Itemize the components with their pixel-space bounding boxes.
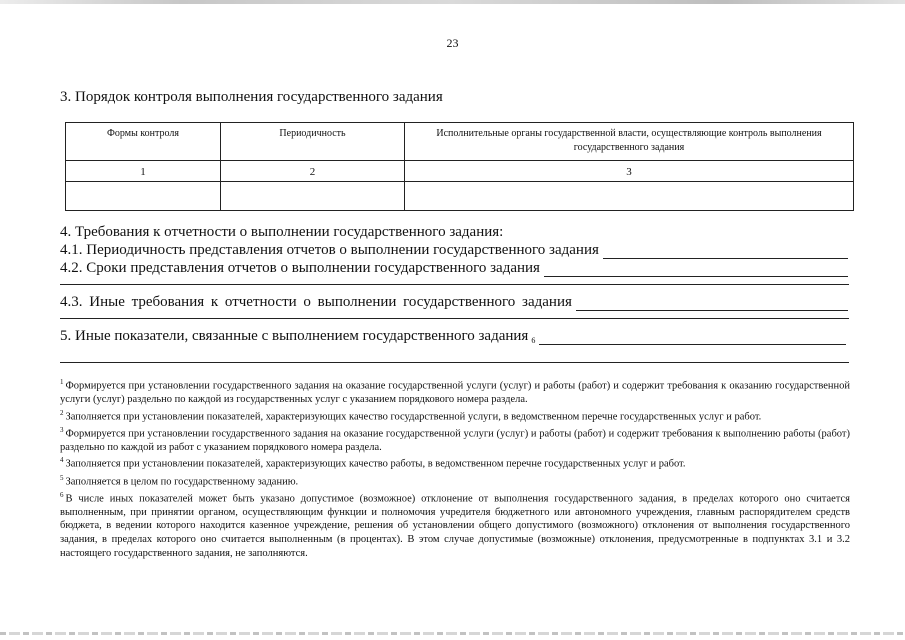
header-control-forms: Формы контроля <box>66 123 221 161</box>
footnote: $^3$ Формируется при установлении государственного задания на оказание государственной услуги (услуг) и работы (работ) и содержит требования к выполнению работы (работ) раздельно по каждой из работ с указанием порядкового номера раздела. <box>60 425 850 453</box>
control-table <box>65 122 854 211</box>
header-periodicity: Периодичность <box>221 123 405 161</box>
item-4-3-label: 4.3. Иные требования к отчетности о выполнении государственного задания <box>60 294 572 310</box>
column-number-1: 1 <box>66 161 221 182</box>
section-5-extra-line <box>60 362 849 363</box>
footnote: $^6$ В числе иных показателей может быть указано допустимое (возможное) отклонение от выполнения государственного задания, в пределах которого оно считается выполненным, при принятии органом, осуществляющим функции и полномочия учредителя бюджетного или автономного учреждения, главным распорядителем средств бюджета, в ведении которого находится казенное учреждение, решения об установлении общего допустимого (возможного) отклонения от выполнения государственного задания, в пределах которого оно считается выполненным (в процентах). В этом случае допустимые (возможные) отклонения, предусмотренные в подпунктах 3.1 и 3.2 настоящего государственного задания, не заполняются. <box>60 490 850 559</box>
page-number: 23 <box>446 36 459 50</box>
section-5-blank <box>539 332 846 345</box>
scan-edge-bottom <box>0 632 905 635</box>
table-row <box>66 182 854 211</box>
footnote: $^1$ Формируется при установлении государственного задания на оказание государственной услуги (услуг) и работы (работ) и содержит требования к оказанию государственной услуги (услуг) раздельно по каждой из государственных услуг с указанием порядкового номера раздела. <box>60 378 850 406</box>
item-4-2-label: 4.2. Сроки представления отчетов о выполнении государственного задания <box>60 260 540 276</box>
item-4-2 <box>60 260 848 277</box>
empty-cell <box>221 182 405 211</box>
table-number-row <box>66 161 854 182</box>
footnote-ref-6: 6 <box>531 336 536 345</box>
item-4-2-blank <box>544 264 848 277</box>
item-4-1-label: 4.1. Периодичность представления отчетов о выполнении государственного задания <box>60 242 599 258</box>
item-4-1-blank <box>603 246 848 259</box>
empty-cell <box>66 182 221 211</box>
section-3-title: 3. Порядок контроля выполнения государственного задания <box>60 89 443 105</box>
table-header-row <box>66 123 854 161</box>
footnotes <box>60 376 850 560</box>
column-number-3: 3 <box>405 161 854 182</box>
item-4-3-extra-line <box>60 318 849 319</box>
item-4-2-extra-line <box>60 284 849 285</box>
header-executive-bodies: Исполнительные органы государственной власти, осуществляющие контроль выполнения государственного задания <box>405 123 854 161</box>
column-number-2: 2 <box>221 161 405 182</box>
section-5 <box>60 328 846 345</box>
footnote: $^5$ Заполняется в целом по государственному заданию. <box>60 473 299 488</box>
footnote: $^2$ Заполняется при установлении показателей, характеризующих качество государственной услуги, в ведомственном перечне государственных услуг и работ. <box>60 408 762 423</box>
item-4-1 <box>60 242 848 259</box>
empty-cell <box>405 182 854 211</box>
item-4-3-blank <box>576 298 848 311</box>
item-4-3 <box>60 294 848 311</box>
section-4-title: 4. Требования к отчетности о выполнении государственного задания: <box>60 224 504 240</box>
footnote: $^4$ Заполняется при установлении показателей, характеризующих качество работы, в ведомственном перечне государственных услуг и работ. <box>60 456 686 470</box>
scan-edge-top <box>0 0 905 4</box>
section-5-title: 5. Иные показатели, связанные с выполнением государственного задания <box>60 328 529 344</box>
